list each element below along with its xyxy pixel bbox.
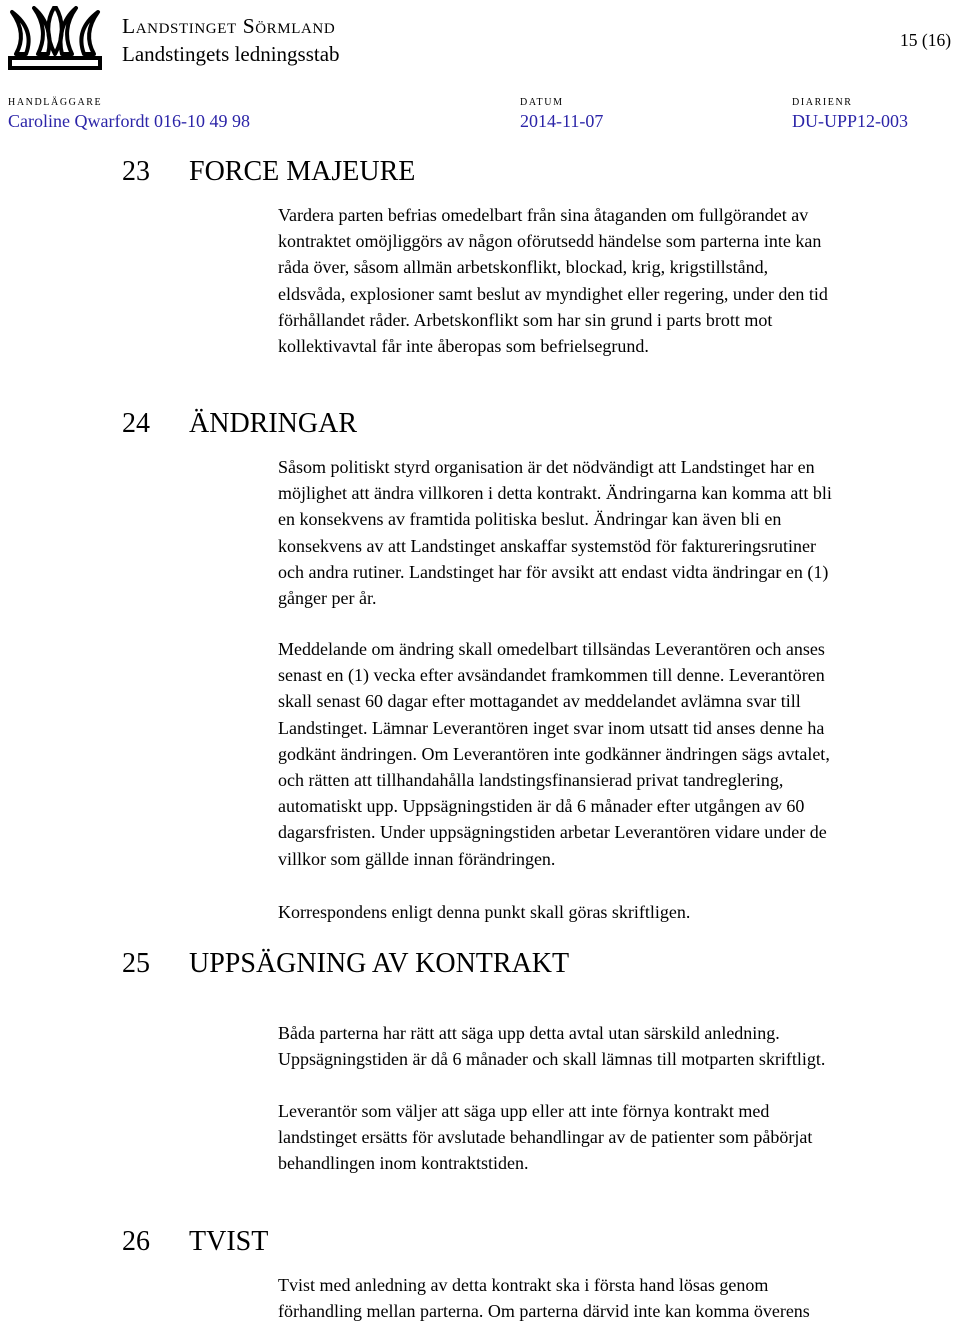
- landsting-crown-logo: [6, 6, 104, 72]
- section-24-number: 24: [122, 408, 150, 439]
- date-value: 2014-11-07: [520, 111, 604, 131]
- section-26-title: TVIST: [189, 1226, 269, 1257]
- section-23-paragraph-1: Vardera parten befrias omedelbart från sina åtaganden om fullgörandet av kontraktet omöjliggörs av någon oförutsedd händelse som parterna inte kan råda över, såsom allmän arbetskonflikt, blockad, krig, krigstillstånd, eldsvåda, explosioner samt beslut av myndighet eller regering, under den tid förhållandet råder. Arbetskonflikt som har sin grund i parts brott mot kollektivavtal får inte åberopas som befrielsegrund.: [278, 205, 828, 357]
- date-label: DATUM: [520, 97, 564, 108]
- reference-value: DU-UPP12-003: [792, 111, 909, 131]
- section-24-paragraph-1: Såsom politiskt styrd organisation är det nödvändigt att Landstinget har en möjlighet att ändra villkoren i detta kontrakt. Ändringarna kan komma att bli en konsekvens av framtida politiska beslut. Ändringar kan även bli en konsekvens av att Landstinget anskaffar systemstöd för faktureringsrutiner och andra rutiner. Landstinget har för avsikt att endast vidta ändringar en (1) gånger per år.: [278, 457, 832, 609]
- reference-label: DIARIENR: [792, 97, 853, 108]
- section-24-paragraph-2: Meddelande om ändring skall omedelbart tillsändas Leverantören och anses senast en (1) vecka efter avsändandet framkommen till denne. Leverantören skall senast 60 dagar efter mottagandet av meddelandet avlämna svar till Landstinget. Lämnar Leverantören inget svar inom utsatt tid anses denne ha godkänt ändringen. Om Leverantören inte godkänner ändringen sägs avtalet, och rätten att tillhandahålla landstingsfinansierad privat tandreglering, automatiskt upp. Uppsägningstiden är då 6 månader efter utgången av 60 dagarsfristen. Under uppsägningstiden arbetar Leverantören vidare under de villkor som gällde innan förändringen.: [278, 639, 830, 869]
- section-23-title: FORCE MAJEURE: [189, 156, 416, 187]
- department-name: Landstingets ledningsstab: [122, 42, 340, 66]
- section-25-paragraph-1: Båda parterna har rätt att säga upp detta avtal utan särskild anledning. Uppsägningstiden är då 6 månader och skall lämnas till motparten skriftligt.: [278, 1023, 826, 1070]
- organization-name: Landstinget Sörmland: [122, 14, 336, 38]
- section-25-number: 25: [122, 948, 150, 979]
- section-23-number: 23: [122, 156, 150, 187]
- section-24-title: ÄNDRINGAR: [189, 408, 357, 439]
- section-25-title: UPPSÄGNING AV KONTRAKT: [189, 948, 570, 979]
- section-24-paragraph-3: Korrespondens enligt denna punkt skall göras skriftligen.: [278, 902, 691, 922]
- handler-label: HANDLÄGGARE: [8, 97, 103, 108]
- section-26-paragraph-1: Tvist med anledning av detta kontrakt ska i första hand lösas genom förhandling mellan parterna. Om parterna därvid inte kan komma överens: [278, 1275, 810, 1322]
- section-26-number: 26: [122, 1226, 150, 1257]
- section-25-paragraph-2: Leverantör som väljer att säga upp eller att inte förnya kontrakt med landstinget ersätts för avslutade behandlingar av de patienter som påbörjat behandlingen inom kontraktstiden.: [278, 1101, 813, 1174]
- page-number: 15 (16): [900, 30, 952, 50]
- handler-value: Caroline Qwarfordt 016-10 49 98: [8, 111, 250, 131]
